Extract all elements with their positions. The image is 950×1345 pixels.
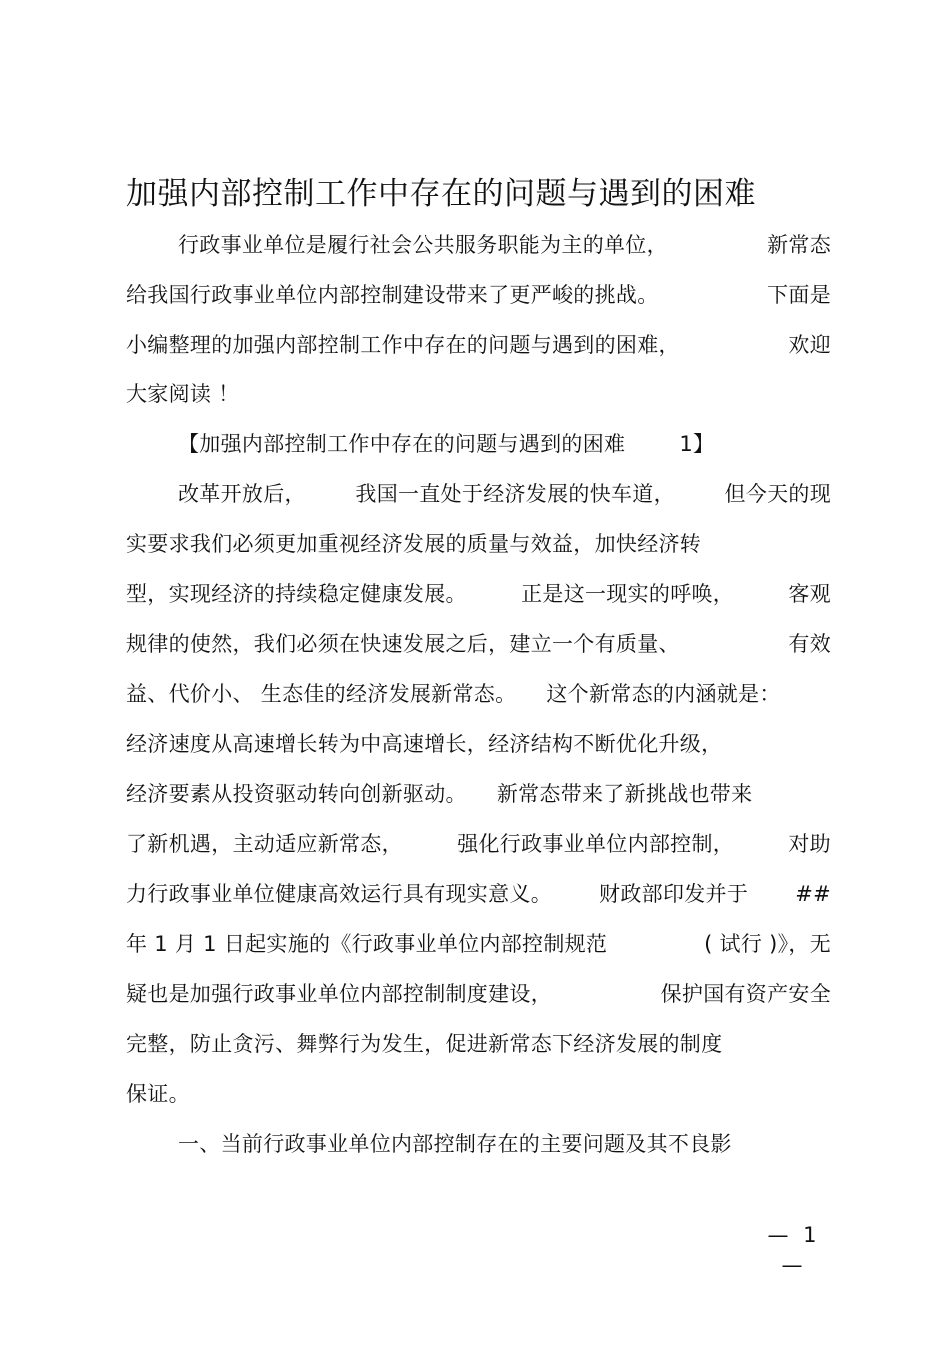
intro-line-3: 小编整理的加强内部控制工作中存在的问题与遇到的困难， 欢迎 bbox=[126, 333, 831, 357]
intro-line-4: 大家阅读 ！ bbox=[126, 382, 240, 406]
body-line-10: 年 1 月 1 日起实施的《行政事业单位内部控制规范 ( 试行 )》，无 bbox=[126, 932, 831, 956]
section-heading: 【加强内部控制工作中存在的问题与遇到的困难 1】 bbox=[178, 432, 715, 456]
body-line-5: 益、代价小、 生态佳的经济发展新常态。 这个新常态的内涵就是： bbox=[126, 682, 781, 706]
body-line-13: 保证。 bbox=[126, 1082, 190, 1106]
page-number: — 1 — bbox=[767, 1223, 821, 1277]
body-line-2: 实要求我们必须更加重视经济发展的质量与效益，加快经济转 bbox=[126, 532, 702, 556]
body-line-6: 经济速度从高速增长转为中高速增长，经济结构不断优化升级， bbox=[126, 732, 723, 756]
intro-line-2: 给我国行政事业单位内部控制建设带来了更严峻的挑战。 下面是 bbox=[126, 283, 831, 307]
body-line-7: 经济要素从投资驱动转向创新驱动。 新常态带来了新挑战也带来 bbox=[126, 782, 753, 806]
body-line-11: 疑也是加强行政事业单位内部控制制度建设， 保护国有资产安全 bbox=[126, 982, 831, 1006]
body-line-1: 改革开放后， 我国一直处于经济发展的快车道， 但今天的现 bbox=[178, 482, 831, 506]
intro-line-1: 行政事业单位是履行社会公共服务职能为主的单位， 新常态 bbox=[178, 233, 831, 257]
document-title: 加强内部控制工作中存在的问题与遇到的困难 bbox=[126, 176, 756, 212]
body-line-3: 型，实现经济的持续稳定健康发展。 正是这一现实的呼唤， 客观 bbox=[126, 582, 831, 606]
body-line-8: 了新机遇，主动适应新常态， 强化行政事业单位内部控制， 对助 bbox=[126, 832, 831, 856]
subheading: 一、当前行政事业单位内部控制存在的主要问题及其不良影 bbox=[178, 1132, 732, 1156]
body-line-9: 力行政事业单位健康高效运行具有现实意义。 财政部印发并于 ## bbox=[126, 882, 831, 906]
body-line-12: 完整，防止贪污、舞弊行为发生，促进新常态下经济发展的制度 bbox=[126, 1032, 723, 1056]
body-line-4: 规律的使然，我们必须在快速发展之后，建立一个有质量、 有效 bbox=[126, 632, 831, 656]
